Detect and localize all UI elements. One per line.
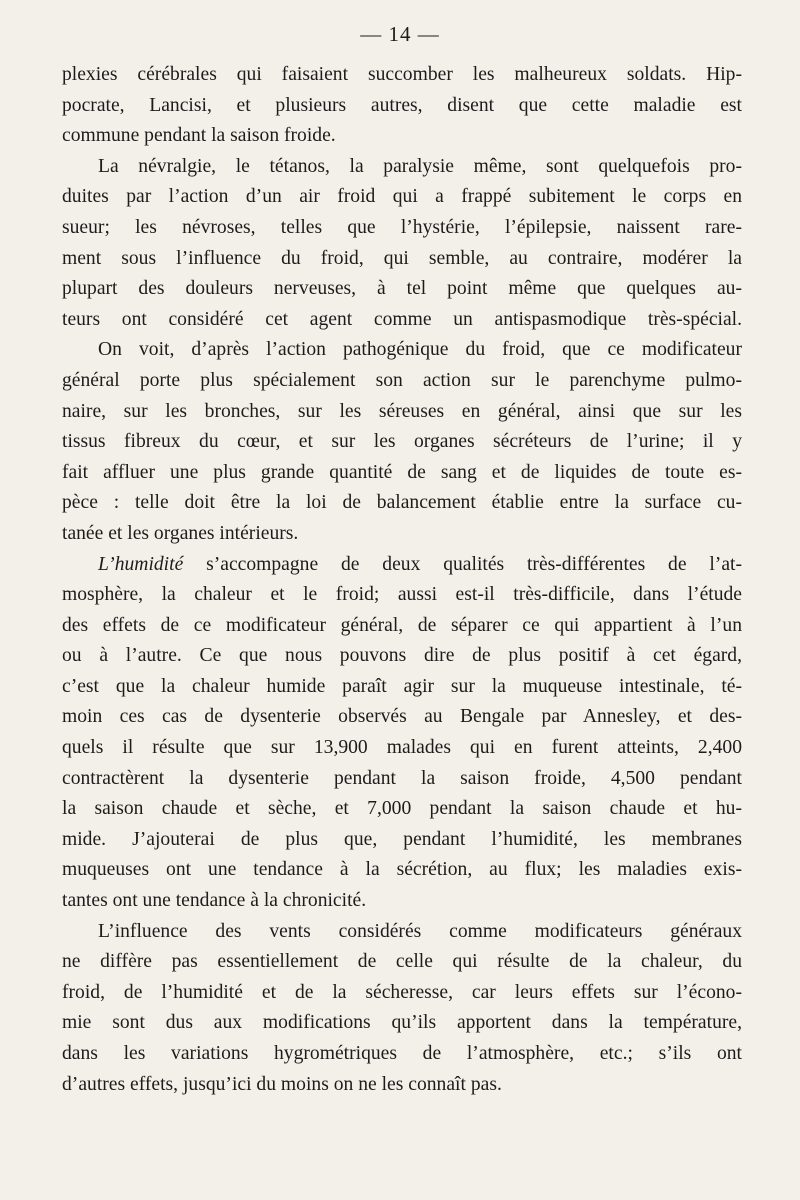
- text-line: naire, sur les bronches, sur les séreuses en général, ainsi que sur les: [62, 400, 742, 422]
- text-line: ment sous l’influence du froid, qui semble, au contraire, modérer la: [62, 247, 742, 269]
- text-fragment: s’accompagne de deux qualités très-différentes de l’at-: [183, 553, 742, 575]
- text-line: La névralgie, le tétanos, la paralysie même, sont quelquefois pro-: [98, 155, 742, 177]
- text-line: On voit, d’après l’action pathogénique du froid, que ce modificateur: [98, 339, 742, 361]
- text-line: pèce : telle doit être la loi de balancement établie entre la surface cu-: [62, 492, 742, 514]
- text-line: ou à l’autre. Ce que nous pouvons dire de plus positif à cet égard,: [62, 645, 742, 667]
- text-line: duites par l’action d’un air froid qui a frappé subitement le corps en: [62, 186, 742, 208]
- paragraph-3: [62, 335, 742, 549]
- text-line: dans les variations hygrométriques de l’atmosphère, etc.; s’ils ont: [62, 1043, 742, 1064]
- body-text: [62, 60, 742, 1100]
- text-line: fait affluer une plus grande quantité de sang et de liquides de toute es-: [62, 461, 742, 483]
- text-line: plexies cérébrales qui faisaient succomber les malheureux soldats. Hip-: [62, 64, 742, 85]
- text-line: mie sont dus aux modifications qu’ils apportent dans la température,: [62, 1012, 742, 1034]
- text-line: général porte plus spécialement son action sur le parenchyme pulmo-: [62, 369, 742, 391]
- text-line: tantes ont une tendance à la chronicité.: [62, 890, 367, 912]
- text-line: plupart des douleurs nerveuses, à tel point même que quelques au-: [62, 278, 742, 300]
- text-line: mosphère, la chaleur et le froid; aussi est-il très-difficile, dans l’étude: [62, 584, 742, 606]
- text-line: pocrate, Lancisi, et plusieurs autres, disent que cette maladie est: [62, 94, 742, 116]
- text-line: teurs ont considéré cet agent comme un antispasmodique très-spécial.: [62, 308, 742, 330]
- text-line: ne diffère pas essentiellement de celle qui résulte de la chaleur, du: [62, 951, 742, 973]
- paragraph-2: [62, 152, 742, 336]
- text-line: muqueuses ont une tendance à la sécrétion, au flux; les maladies exis-: [62, 859, 742, 881]
- italic-term: L’humidité: [98, 553, 184, 575]
- paragraph-5: [62, 917, 742, 1101]
- text-line: moin ces cas de dysenterie observés au Bengale par Annesley, et des-: [62, 706, 742, 728]
- text-line: froid, de l’humidité et de la sécheresse, car leurs effets sur l’écono-: [62, 981, 742, 1003]
- text-line: c’est que la chaleur humide paraît agir sur la muqueuse intestinale, té-: [62, 675, 742, 697]
- text-line: la saison chaude et sèche, et 7,000 pendant la saison chaude et hu-: [62, 798, 742, 820]
- text-line: L’influence des vents considérés comme modificateurs généraux: [98, 920, 742, 942]
- paragraph-4: [62, 550, 742, 917]
- text-line: quels il résulte que sur 13,900 malades qui en furent atteints, 2,400: [62, 737, 742, 759]
- paragraph-1: [62, 60, 742, 152]
- text-line: tanée et les organes intérieurs.: [62, 522, 299, 544]
- text-line: des effets de ce modificateur général, de séparer ce qui appartient à l’un: [62, 614, 742, 636]
- text-line: commune pendant la saison froide.: [62, 125, 336, 147]
- text-line: mide. J’ajouterai de plus que, pendant l’humidité, les membranes: [62, 828, 742, 850]
- text-line: tissus fibreux du cœur, et sur les organes sécréteurs de l’urine; il y: [62, 431, 742, 453]
- text-line: [62, 550, 742, 581]
- text-line: contractèrent la dysenterie pendant la saison froide, 4,500 pendant: [62, 767, 742, 789]
- page-number: — 14 —: [360, 22, 440, 46]
- text-line: sueur; les névroses, telles que l’hystérie, l’épilepsie, naissent rare-: [62, 216, 742, 238]
- text-line: d’autres effets, jusqu’ici du moins on ne les connaît pas.: [62, 1073, 502, 1095]
